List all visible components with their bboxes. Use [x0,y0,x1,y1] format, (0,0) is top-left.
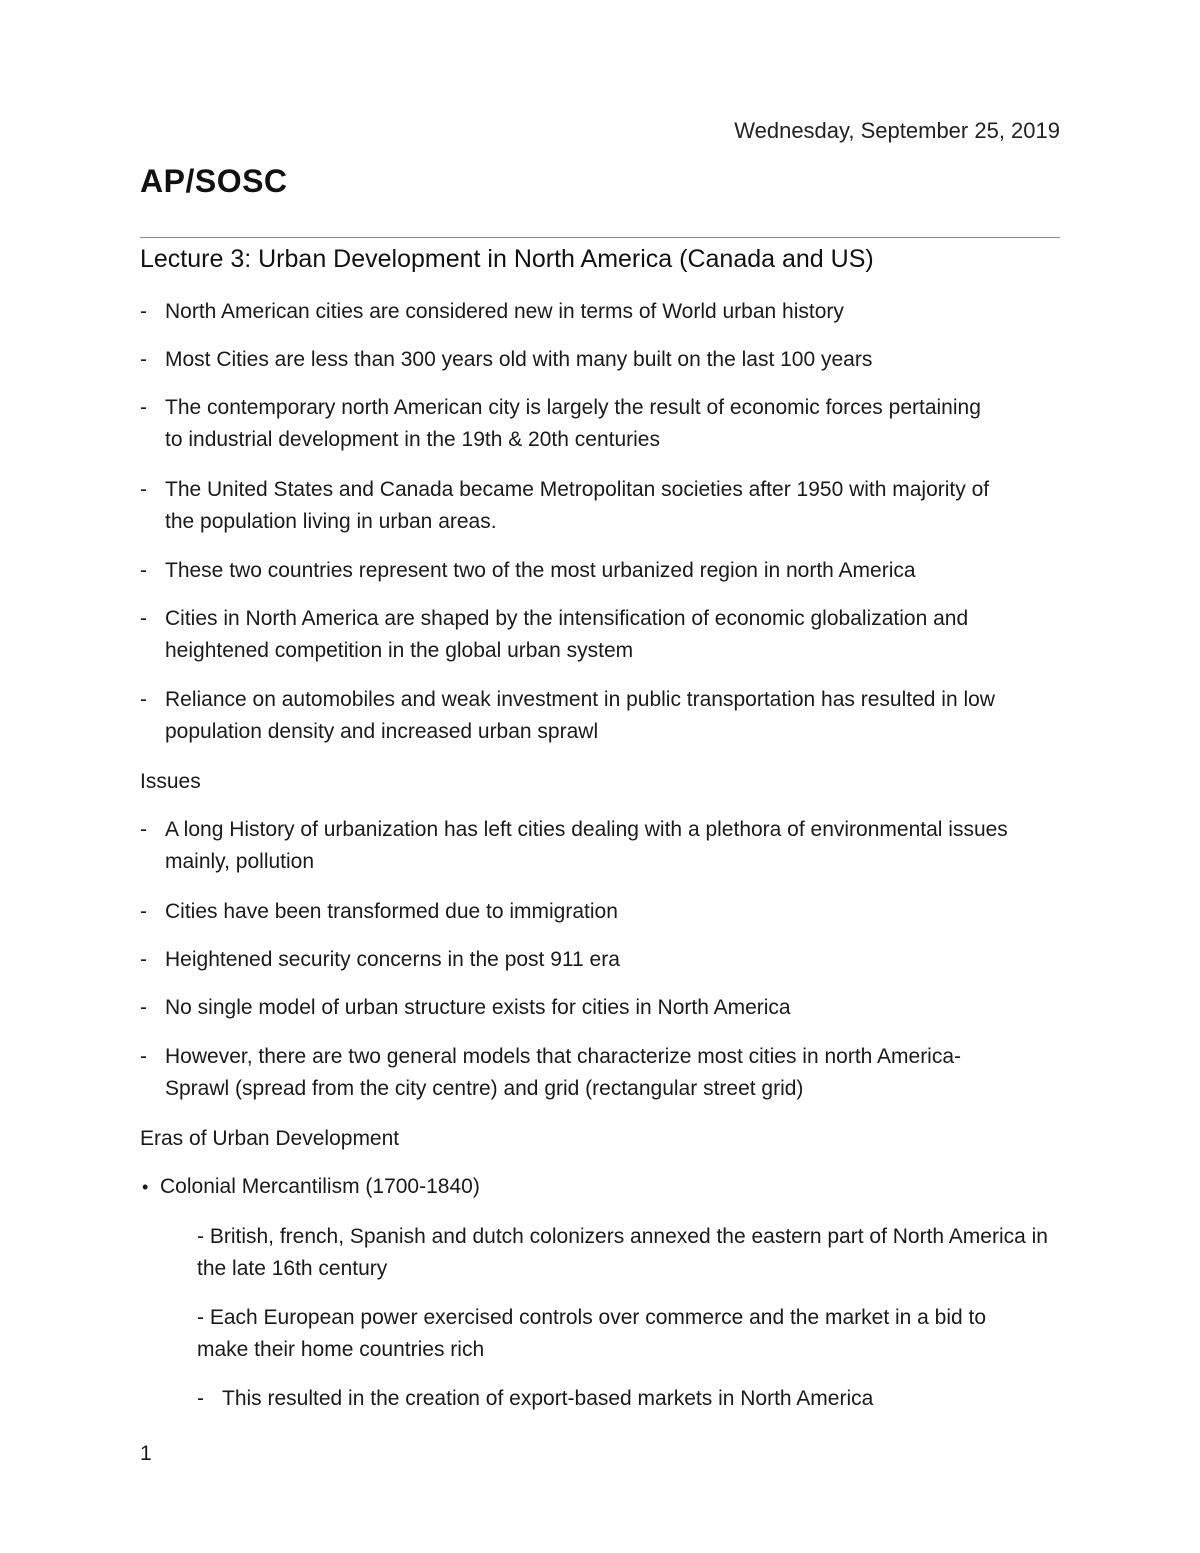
dash-marker: - [140,900,147,923]
intro-point: Reliance on automobiles and weak investment in public transportation has resulted in low population density and increased urban sprawl [165,688,995,743]
intro-point: The contemporary north American city is largely the result of economic forces pertaining to industrial development in the 19th & 20th centuries [165,396,981,451]
era-sub-point: - Each European power exercised controls over commerce and the market in a bid to make their home countries rich [197,1306,987,1361]
issue-point: A long History of urbanization has left cities dealing with a plethora of environmental issues mainly, pollution [165,818,1008,873]
dash-marker: - [140,818,147,841]
era-item: Colonial Mercantilism (1700-1840) [160,1175,480,1198]
issues-heading: Issues [140,770,201,793]
dash-marker: - [197,1387,204,1410]
intro-point: Most Cities are less than 300 years old with many built on the last 100 years [165,348,873,371]
era-sub-point: - British, french, Spanish and dutch colonizers annexed the eastern part of North America in the late 16th century [197,1225,1048,1280]
dash-marker: - [140,1045,147,1068]
issue-point: No single model of urban structure exists for cities in North America [165,996,791,1019]
page-number: 1 [140,1442,152,1465]
intro-point: North American cities are considered new in terms of World urban history [165,300,844,323]
lecture-title: Lecture 3: Urban Development in North America (Canada and US) [140,245,874,273]
dash-marker: - [140,688,147,711]
issue-point: Cities have been transformed due to immigration [165,900,618,923]
intro-point: These two countries represent two of the most urbanized region in north America [165,559,916,582]
document-date: Wednesday, September 25, 2019 [734,118,1060,143]
intro-point: The United States and Canada became Metropolitan societies after 1950 with majority of the population living in urban areas. [165,478,990,533]
bullet-marker: • [142,1177,149,1197]
issue-point: Heightened security concerns in the post 911 era [165,948,620,971]
dash-marker: - [140,559,147,582]
dash-marker: - [140,478,147,501]
dash-marker: - [140,948,147,971]
era-nested-point: This resulted in the creation of export-based markets in North America [222,1387,874,1410]
dash-marker: - [140,396,147,419]
dash-marker: - [140,996,147,1019]
dash-marker: - [140,607,147,630]
course-code: AP/SOSC [140,163,288,199]
dash-marker: - [140,300,147,323]
eras-heading: Eras of Urban Development [140,1127,400,1150]
dash-marker: - [140,348,147,371]
intro-point: Cities in North America are shaped by the intensification of economic globalization and heightened competition in the global urban system [165,607,969,662]
issue-point: However, there are two general models that characterize most cities in north America- Sprawl (spread from the city centre) and grid (rectangular street grid) [165,1045,962,1100]
header-divider [140,237,1060,238]
